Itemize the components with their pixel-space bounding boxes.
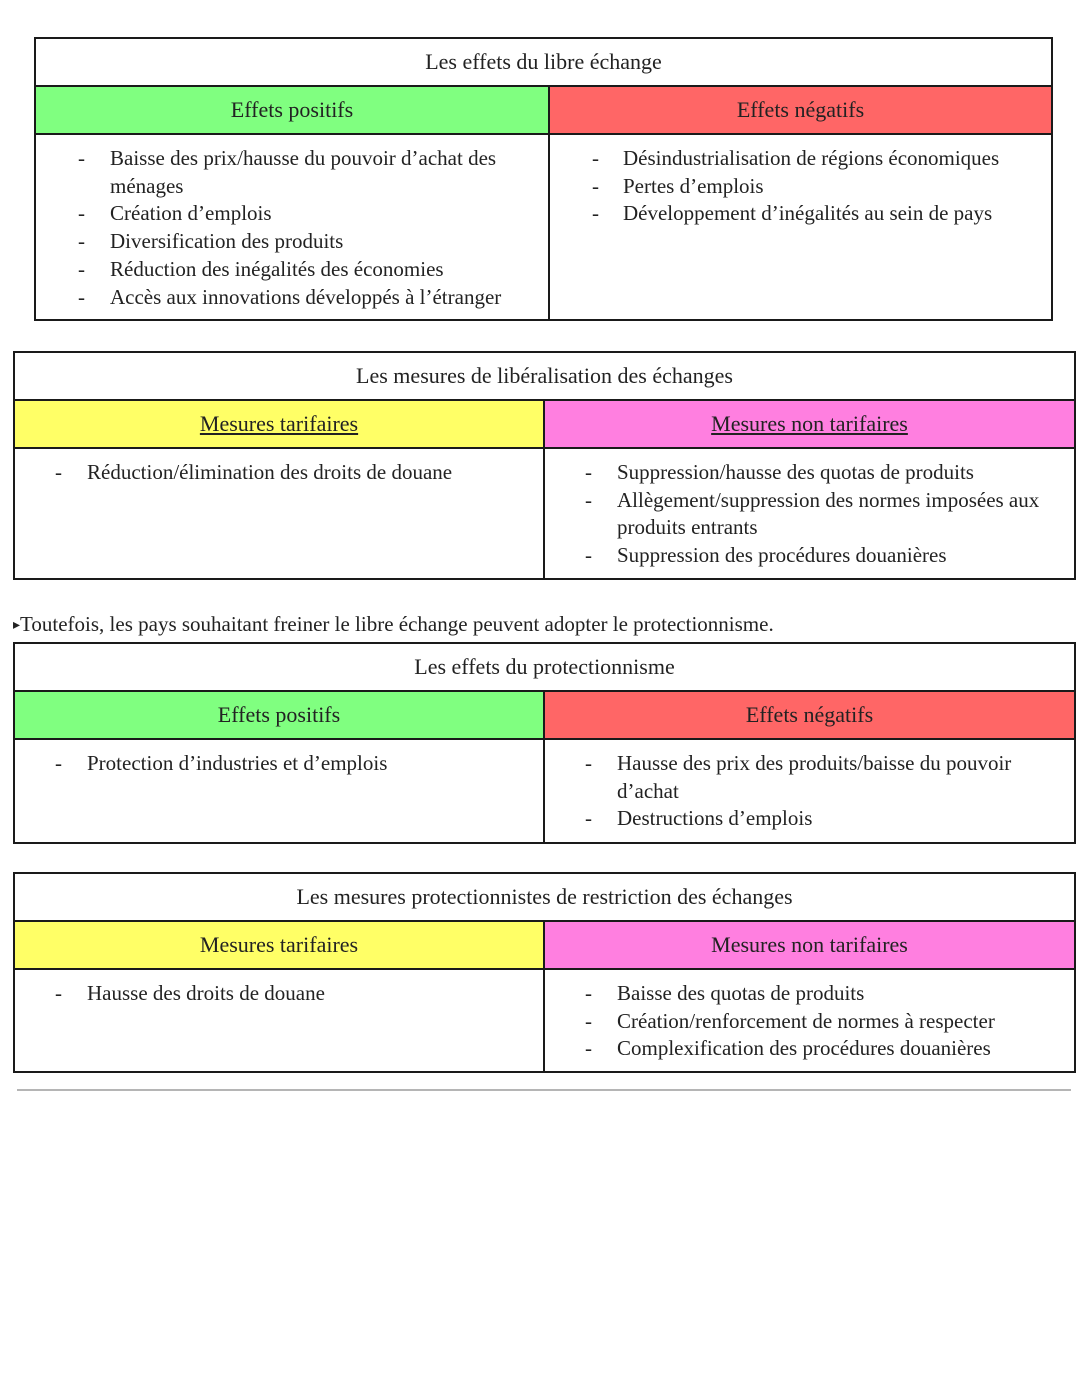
tariff-measures-label: Mesures tarifaires [199,411,359,436]
tariff-measures-header [14,400,544,448]
negative-effects-list [550,135,1051,236]
tariff-measures-cell [14,969,544,1072]
positive-effects-header: Effets positifs [14,691,544,739]
negative-effects-list [545,740,1074,841]
negative-effects-cell [544,739,1075,843]
negative-effects-cell [549,134,1052,320]
list-item: - Création/renforcement de normes à respecter [545,1008,1064,1036]
negative-effects-header: Effets négatifs [549,86,1052,134]
table-trade-liberalisation-measures [13,351,1076,580]
list-item: - Baisse des quotas de produits [545,980,1064,1008]
non-tariff-measures-list [545,449,1074,578]
list-item: - Accès aux innovations développés à l’étranger [36,284,538,312]
list-item: - Réduction des inégalités des économies [36,256,538,284]
horizontal-divider [17,1089,1071,1091]
list-item: - Protection d’industries et d’emplois [15,750,533,778]
tariff-measures-header: Mesures tarifaires [14,921,544,969]
list-item: - Pertes d’emplois [550,173,1041,201]
tariff-measures-list [15,449,543,495]
triangle-bullet-icon: ▸ [13,617,21,633]
non-tariff-measures-cell [544,448,1075,579]
non-tariff-measures-header: Mesures non tarifaires [544,921,1075,969]
positive-effects-cell [14,739,544,843]
non-tariff-measures-list [545,970,1074,1071]
list-item: - Diversification des produits [36,228,538,256]
positive-effects-list [15,740,543,786]
tariff-measures-cell [14,448,544,579]
list-item: - Hausse des droits de douane [15,980,533,1008]
table-free-trade-effects [34,37,1053,321]
list-item: - Complexification des procédures douanières [545,1035,1064,1063]
positive-effects-cell [35,134,549,320]
negative-effects-header: Effets négatifs [544,691,1075,739]
list-item: - Création d’emplois [36,200,538,228]
list-item: - Baisse des prix/hausse du pouvoir d’achat des ménages [36,145,538,200]
list-item: - Hausse des prix des produits/baisse du pouvoir d’achat [545,750,1064,805]
list-item: - Destructions d’emplois [545,805,1064,833]
table-protectionist-restriction-measures [13,872,1076,1073]
table-title: Les effets du protectionnisme [14,643,1075,691]
table-title: Les effets du libre échange [35,38,1052,86]
list-item: - Désindustrialisation de régions économiques [550,145,1041,173]
list-item: - Suppression/hausse des quotas de produits [545,459,1064,487]
list-item: - Développement d’inégalités au sein de pays [550,200,1041,228]
table-protectionism-effects [13,642,1076,844]
note-text: Toutefois, les pays souhaitant freiner le libre échange peuvent adopter le protectionnisme. [20,612,774,636]
positive-effects-list [36,135,548,319]
protectionism-note [13,612,774,637]
tariff-measures-list [15,970,543,1016]
list-item: - Suppression des procédures douanières [545,542,1064,570]
list-item: - Allègement/suppression des normes imposées aux produits entrants [545,487,1064,542]
positive-effects-header: Effets positifs [35,86,549,134]
non-tariff-measures-cell [544,969,1075,1072]
non-tariff-measures-label: Mesures non tarifaires [711,411,908,436]
list-item: - Réduction/élimination des droits de douane [15,459,533,487]
non-tariff-measures-header [544,400,1075,448]
table-title: Les mesures protectionnistes de restriction des échanges [14,873,1075,921]
table-title: Les mesures de libéralisation des échanges [14,352,1075,400]
